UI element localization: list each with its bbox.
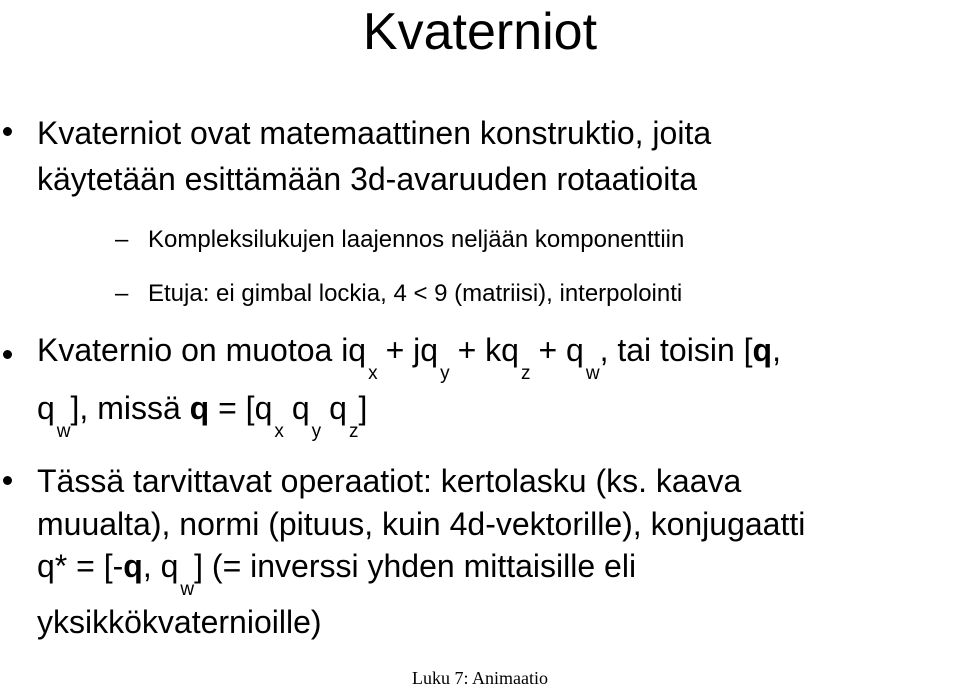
slide-footer: Luku 7: Animaatio — [412, 668, 548, 688]
bullet-dot — [3, 350, 12, 359]
sub-bullet-dash: – — [115, 280, 129, 307]
subscript: z — [348, 421, 359, 442]
text-segment: , — [772, 332, 781, 368]
subscript: z — [520, 363, 531, 384]
subscript: w — [56, 421, 71, 442]
bullet-dot — [3, 127, 12, 136]
subscript: x — [368, 363, 378, 384]
sub-bullet-1: Kompleksilukujen laajennos neljään komponenttiin — [148, 226, 685, 253]
bullet-1-line-1: Kvaterniot ovat matemaattinen konstruktio, joita — [37, 115, 712, 151]
text-segment: = [q — [209, 390, 273, 426]
text-segment: ] — [358, 390, 368, 426]
sub-bullet-dash: – — [115, 226, 129, 253]
text-segment: q — [329, 390, 347, 426]
bullet-3-line-3 — [37, 546, 637, 600]
subscript: y — [440, 363, 450, 384]
subscript: y — [311, 421, 322, 442]
text-segment: + jq — [385, 332, 439, 368]
subscript: x — [274, 421, 284, 442]
text-segment: q — [291, 390, 310, 426]
bullet-2-line-2 — [37, 388, 368, 442]
text-segment: , tai toisin [ — [599, 332, 753, 368]
sub-bullet-2: Etuja: ei gimbal lockia, 4 < 9 (matriisi), interpolointi — [148, 280, 683, 307]
bullet-3-line-1: Tässä tarvittavat operaatiot: kertolasku (ks. kaava — [37, 463, 742, 499]
subscript: w — [180, 579, 195, 600]
text-segment: ] (= inverssi yhden mittaisille eli — [194, 548, 637, 584]
bold-q: q — [752, 332, 773, 368]
bullet-3-line-2: muualta), normi (pituus, kuin 4d-vektorille), konjugaatti — [37, 506, 806, 542]
bold-q: q — [189, 390, 210, 426]
slide-title: Kvaterniot — [362, 3, 598, 61]
subscript: w — [585, 363, 600, 384]
text-segment: + kq — [457, 332, 519, 368]
text-segment: q — [37, 390, 55, 426]
text-segment: , q — [142, 548, 179, 584]
bold-q: q — [123, 548, 143, 584]
text-segment: + q — [538, 332, 584, 368]
bullet-2-line-1 — [37, 330, 781, 384]
text-segment: ], missä — [70, 390, 190, 426]
bullet-3-line-4: yksikkökvaternioille) — [37, 604, 322, 640]
text-segment: q* = [- — [37, 548, 124, 584]
text-segment: Kvaternio on muotoa iq — [37, 332, 367, 368]
bullet-dot — [3, 476, 12, 485]
bullet-1-line-2: käytetään esittämään 3d-avaruuden rotaatioita — [37, 161, 697, 197]
